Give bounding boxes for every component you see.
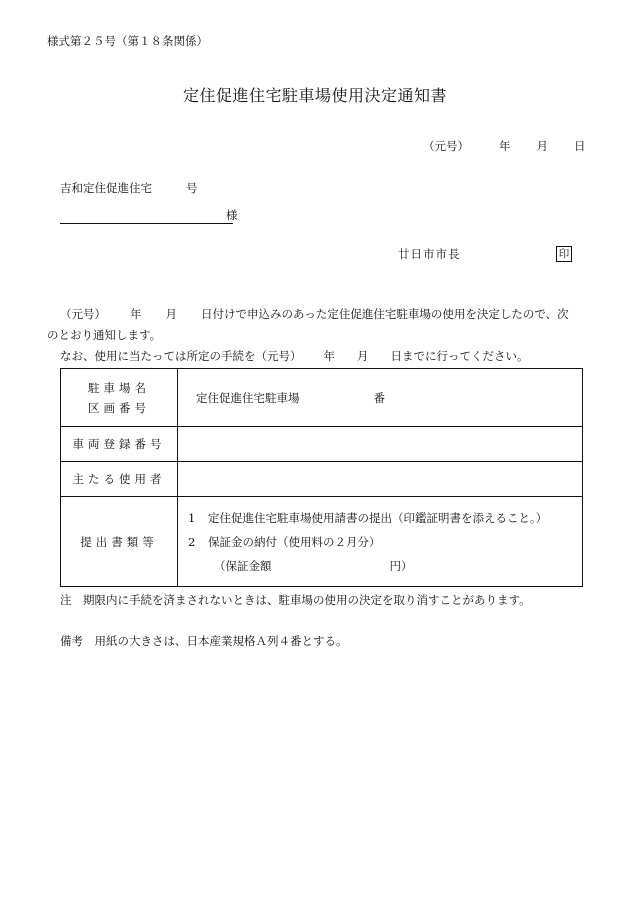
body-month: 月 bbox=[165, 307, 177, 321]
section-number-label: 区画番号 bbox=[88, 400, 150, 415]
deposit-label: （保証金額 bbox=[214, 558, 272, 573]
parking-value-cell bbox=[178, 369, 583, 427]
body-paragraph-line-1 bbox=[60, 309, 569, 321]
date-line bbox=[423, 141, 586, 153]
section-suffix: 番 bbox=[373, 390, 385, 405]
addressee-name-blank bbox=[60, 223, 233, 224]
body-paragraph-line-2: のとおり通知します。 bbox=[47, 328, 162, 342]
item-number: 1 bbox=[188, 510, 196, 525]
remark: 備考 用紙の大きさは、日本産業規格Ａ列４番とする。 bbox=[60, 634, 348, 648]
item-text: 定住促進住宅駐車場使用請書の提出（印鑑証明書を添えること。） bbox=[208, 510, 548, 525]
vehicle-number-label: 車両登録番号 bbox=[61, 427, 178, 462]
deadline-month: 月 bbox=[357, 349, 369, 363]
documents-list bbox=[178, 497, 583, 587]
form-number: 様式第２５号（第１８条関係） bbox=[47, 34, 208, 48]
body-text: 日付けで申込みのあった定住促進住宅駐車場の使用を決定したので、次 bbox=[201, 307, 569, 321]
deadline-text: なお、使用に当たっては所定の手続を（元号） bbox=[60, 349, 302, 363]
deadline-year: 年 bbox=[323, 349, 335, 363]
deposit-unit: 円） bbox=[389, 558, 413, 573]
body-era: （元号） bbox=[60, 307, 106, 321]
document-item-2 bbox=[188, 530, 582, 554]
item-text: 保証金の納付（使用料の２月分） bbox=[208, 534, 381, 549]
document-title: 定住促進住宅駐車場使用決定通知書 bbox=[182, 86, 447, 105]
seal-box: 印 bbox=[556, 246, 572, 262]
addressee-line bbox=[60, 183, 198, 195]
parking-name-label: 駐車場名 bbox=[88, 380, 150, 395]
table-row bbox=[61, 497, 583, 587]
table-row bbox=[61, 369, 583, 427]
main-user-value bbox=[178, 462, 583, 497]
parking-label-cell bbox=[61, 369, 178, 427]
table-row bbox=[61, 462, 583, 497]
document-item-1 bbox=[188, 506, 582, 530]
housing-name: 吉和定住促進住宅 bbox=[60, 181, 152, 195]
room-number-suffix: 号 bbox=[186, 181, 198, 195]
date-day: 日 bbox=[574, 139, 586, 153]
body-year: 年 bbox=[130, 307, 142, 321]
table-row bbox=[61, 427, 583, 462]
body-paragraph-line-3 bbox=[60, 351, 529, 363]
honorific-sama: 様 bbox=[226, 208, 238, 222]
note: 注 期限内に手続を済まされないときは、駐車場の使用の決定を取り消すことがあります。 bbox=[60, 593, 531, 607]
details-table bbox=[60, 368, 583, 587]
item-number: 2 bbox=[188, 534, 196, 549]
parking-value: 定住促進住宅駐車場 bbox=[196, 390, 300, 405]
documents-label: 提出書類等 bbox=[61, 497, 178, 587]
deposit-amount-line bbox=[188, 554, 582, 578]
date-month: 月 bbox=[536, 139, 548, 153]
date-era: （元号） bbox=[423, 139, 469, 153]
date-year: 年 bbox=[499, 139, 511, 153]
vehicle-number-value bbox=[178, 427, 583, 462]
issuer-title: 廿日市市長 bbox=[398, 247, 461, 261]
main-user-label: 主たる使用者 bbox=[61, 462, 178, 497]
deadline-rest: 日までに行ってください。 bbox=[390, 349, 529, 363]
